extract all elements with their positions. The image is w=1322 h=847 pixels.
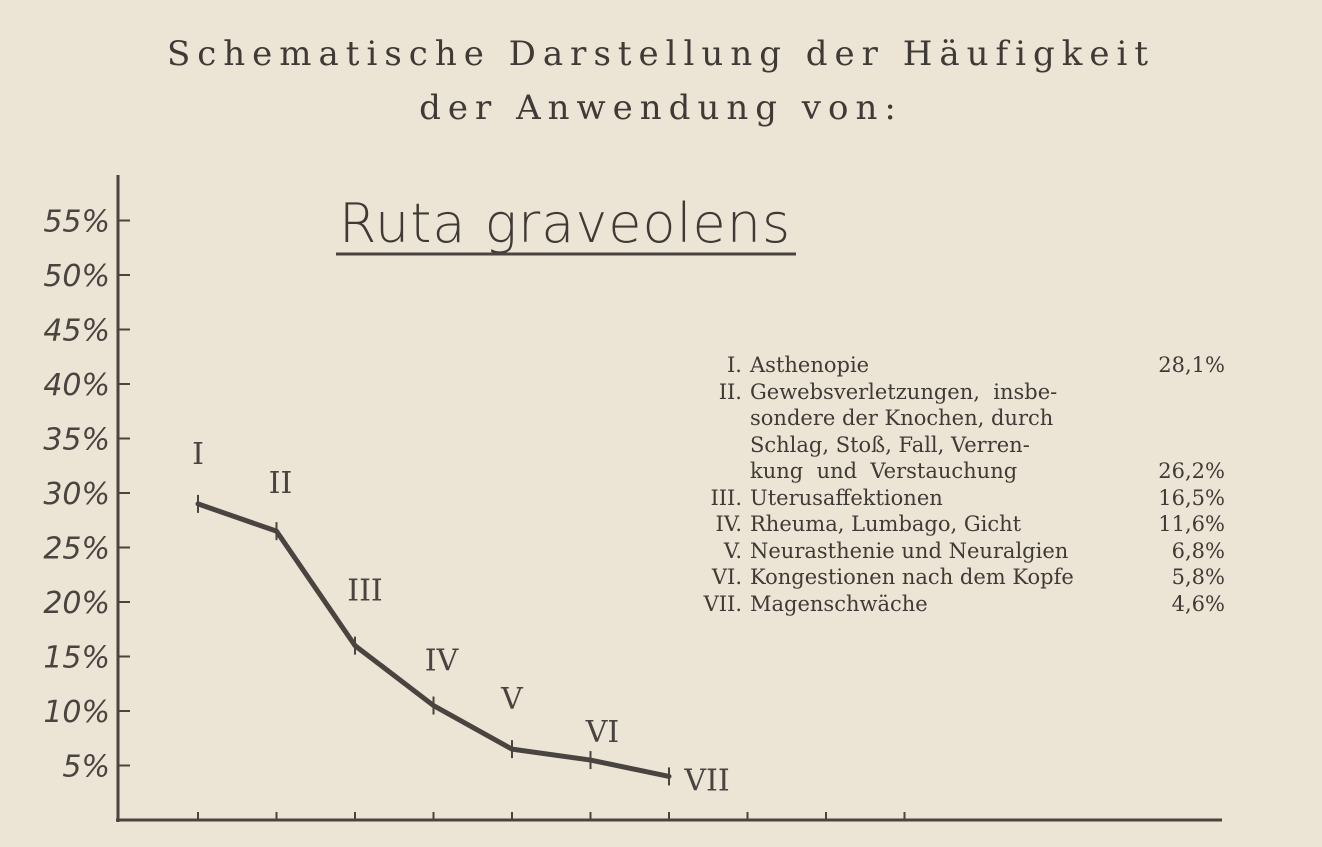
y-tick-label: 5% [62,749,110,785]
legend-percent: 26,2% [1158,459,1225,483]
legend-text: Schlag, Stoß, Fall, Verren- [750,432,1030,457]
point-label: III [347,573,383,609]
y-tick-label: 30% [43,477,110,512]
legend-number: VII. [703,591,742,616]
y-tick-label: 35% [43,422,110,458]
legend-text: Kongestionen nach dem Kopfe [750,565,1074,589]
legend-row [680,485,1225,512]
legend-text: kung und Verstauchung [750,459,1018,483]
y-tick-label: 40% [43,368,110,403]
legend-number: V. [723,538,742,563]
y-tick-label: 10% [43,695,110,730]
legend-number: II. [718,379,742,404]
legend-percent: 4,6% [1171,591,1225,616]
page-title-line-2: der Anwendung von: [419,88,903,128]
legend-text: Neurasthenie und Neuralgien [750,538,1069,563]
legend-number [680,432,750,459]
legend-row [680,405,1225,432]
point-label: VI [585,715,620,751]
legend-number: III. [710,485,742,510]
legend-number: I. [727,353,742,377]
y-tick-label: 45% [43,313,110,349]
y-tick-label: 55% [43,204,110,240]
legend-row [680,432,1225,459]
legend-text: Rheuma, Lumbago, Gicht [750,512,1022,536]
legend-text: Magenschwäche [750,591,928,616]
page-title-line-1: Schematische Darstellung der Häufigkeit [166,34,1156,74]
point-label: VII [684,763,730,799]
legend-percent: 11,6% [1158,512,1225,536]
legend-percent: 28,1% [1158,353,1225,377]
legend-text: Gewebsverletzungen, insbe- [750,379,1058,404]
y-tick-label: 50% [43,259,110,294]
y-tick-label: 25% [43,531,110,567]
legend-row [680,458,1225,485]
legend-row [680,591,1225,618]
legend-percent: 5,8% [1171,565,1225,589]
point-label: I [192,436,204,472]
legend-number [680,405,750,432]
legend-row [680,352,1225,379]
legend-row [680,511,1225,538]
y-tick-label: 15% [43,640,110,676]
legend-percent: 16,5% [1158,485,1225,510]
point-label: IV [424,643,459,679]
legend-row [680,538,1225,565]
legend-percent: 6,8% [1171,538,1225,563]
legend-number [680,458,750,485]
y-tick-label: 20% [43,586,110,621]
chart-legend [680,352,1225,617]
chart-title: Ruta graveolens [338,192,792,255]
legend-text: sondere der Knochen, durch [750,406,1054,430]
point-label: II [268,466,293,502]
legend-text: Asthenopie [750,353,870,377]
legend-row [680,379,1225,406]
legend-number: IV. [715,512,742,536]
point-label: V [501,682,523,718]
legend-row [680,564,1225,591]
legend-number: VI. [711,565,742,589]
legend-text: Uterusaffektionen [750,485,943,510]
